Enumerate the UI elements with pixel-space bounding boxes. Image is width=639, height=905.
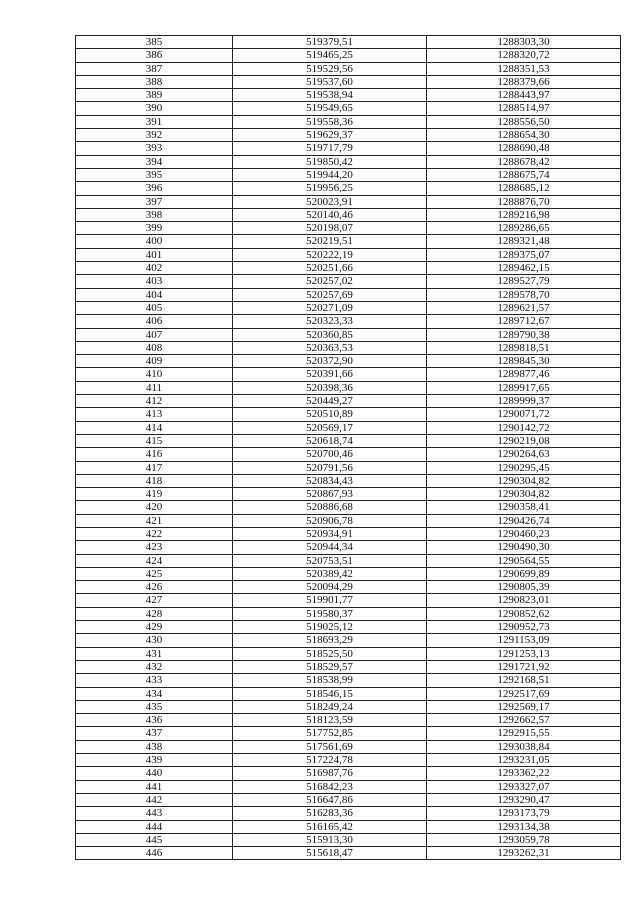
y-coordinate-cell: 1290490,30 [427,541,621,554]
table-row [76,660,621,673]
y-coordinate-cell: 1288685,12 [427,182,621,195]
y-coordinate-cell: 1292569,17 [427,700,621,713]
point-number-cell: 423 [76,541,233,554]
point-number-cell: 421 [76,514,233,527]
y-coordinate-cell: 1288351,53 [427,62,621,75]
y-coordinate-cell: 1290852,62 [427,607,621,620]
x-coordinate-cell: 519850,42 [233,155,427,168]
y-coordinate-cell: 1293327,07 [427,780,621,793]
point-number-cell: 409 [76,355,233,368]
y-coordinate-cell: 1289527,79 [427,275,621,288]
x-coordinate-cell: 519538,94 [233,89,427,102]
x-coordinate-cell: 519379,51 [233,36,427,49]
table-row [76,115,621,128]
table-row [76,793,621,806]
x-coordinate-cell: 517224,78 [233,754,427,767]
y-coordinate-cell: 1290952,73 [427,621,621,634]
point-number-cell: 386 [76,49,233,62]
table-row [76,488,621,501]
point-number-cell: 407 [76,328,233,341]
point-number-cell: 392 [76,129,233,142]
point-number-cell: 393 [76,142,233,155]
point-number-cell: 419 [76,488,233,501]
x-coordinate-cell: 520363,53 [233,341,427,354]
table-row [76,434,621,447]
point-number-cell: 414 [76,421,233,434]
y-coordinate-cell: 1291153,09 [427,634,621,647]
y-coordinate-cell: 1289286,65 [427,222,621,235]
x-coordinate-cell: 518249,24 [233,700,427,713]
table-row [76,102,621,115]
y-coordinate-cell: 1293134,38 [427,820,621,833]
x-coordinate-cell: 520198,07 [233,222,427,235]
point-number-cell: 387 [76,62,233,75]
point-number-cell: 442 [76,793,233,806]
table-row [76,288,621,301]
x-coordinate-cell: 517752,85 [233,727,427,740]
x-coordinate-cell: 520753,51 [233,554,427,567]
table-row [76,674,621,687]
table-row [76,594,621,607]
x-coordinate-cell: 520219,51 [233,235,427,248]
y-coordinate-cell: 1293059,78 [427,833,621,846]
y-coordinate-cell: 1289462,15 [427,262,621,275]
point-number-cell: 422 [76,527,233,540]
point-number-cell: 399 [76,222,233,235]
y-coordinate-cell: 1292517,69 [427,687,621,700]
table-row [76,700,621,713]
point-number-cell: 402 [76,262,233,275]
table-row [76,847,621,860]
y-coordinate-cell: 1290805,39 [427,581,621,594]
x-coordinate-cell: 520389,42 [233,567,427,580]
x-coordinate-cell: 520257,02 [233,275,427,288]
point-number-cell: 408 [76,341,233,354]
point-number-cell: 430 [76,634,233,647]
y-coordinate-cell: 1289845,30 [427,355,621,368]
table-row [76,36,621,49]
point-number-cell: 444 [76,820,233,833]
point-number-cell: 411 [76,381,233,394]
point-number-cell: 438 [76,740,233,753]
y-coordinate-cell: 1293290,47 [427,793,621,806]
point-number-cell: 405 [76,301,233,314]
x-coordinate-cell: 520094,29 [233,581,427,594]
x-coordinate-cell: 515618,47 [233,847,427,860]
point-number-cell: 424 [76,554,233,567]
point-number-cell: 433 [76,674,233,687]
point-number-cell: 446 [76,847,233,860]
table-row [76,275,621,288]
point-number-cell: 391 [76,115,233,128]
x-coordinate-cell: 520140,46 [233,208,427,221]
y-coordinate-cell: 1293038,84 [427,740,621,753]
x-coordinate-cell: 519717,79 [233,142,427,155]
y-coordinate-cell: 1288303,30 [427,36,621,49]
y-coordinate-cell: 1290358,41 [427,501,621,514]
point-number-cell: 432 [76,660,233,673]
x-coordinate-cell: 518525,50 [233,647,427,660]
x-coordinate-cell: 520023,91 [233,195,427,208]
y-coordinate-cell: 1291253,13 [427,647,621,660]
x-coordinate-cell: 516987,76 [233,767,427,780]
table-row [76,474,621,487]
y-coordinate-cell: 1288678,42 [427,155,621,168]
point-number-cell: 425 [76,567,233,580]
point-number-cell: 443 [76,807,233,820]
table-row [76,355,621,368]
table-row [76,714,621,727]
x-coordinate-cell: 519629,37 [233,129,427,142]
point-number-cell: 410 [76,368,233,381]
point-number-cell: 441 [76,780,233,793]
x-coordinate-cell: 520510,89 [233,408,427,421]
table-row [76,75,621,88]
table-row [76,62,621,75]
y-coordinate-cell: 1293262,31 [427,847,621,860]
coordinates-table-body [76,36,621,860]
x-coordinate-cell: 520251,66 [233,262,427,275]
y-coordinate-cell: 1289578,70 [427,288,621,301]
y-coordinate-cell: 1289216,98 [427,208,621,221]
x-coordinate-cell: 518693,29 [233,634,427,647]
table-row [76,740,621,753]
table-row [76,142,621,155]
x-coordinate-cell: 520398,36 [233,381,427,394]
x-coordinate-cell: 520700,46 [233,448,427,461]
x-coordinate-cell: 520944,34 [233,541,427,554]
point-number-cell: 435 [76,700,233,713]
y-coordinate-cell: 1288320,72 [427,49,621,62]
y-coordinate-cell: 1290460,23 [427,527,621,540]
point-number-cell: 397 [76,195,233,208]
y-coordinate-cell: 1289712,67 [427,315,621,328]
point-number-cell: 390 [76,102,233,115]
y-coordinate-cell: 1290264,63 [427,448,621,461]
table-row [76,833,621,846]
table-row [76,647,621,660]
table-row [76,448,621,461]
table-row [76,222,621,235]
x-coordinate-cell: 520257,69 [233,288,427,301]
point-number-cell: 431 [76,647,233,660]
x-coordinate-cell: 520323,33 [233,315,427,328]
table-row [76,408,621,421]
y-coordinate-cell: 1290295,45 [427,461,621,474]
point-number-cell: 403 [76,275,233,288]
x-coordinate-cell: 520569,17 [233,421,427,434]
point-number-cell: 416 [76,448,233,461]
y-coordinate-cell: 1288443,97 [427,89,621,102]
table-row [76,315,621,328]
point-number-cell: 420 [76,501,233,514]
y-coordinate-cell: 1289321,48 [427,235,621,248]
y-coordinate-cell: 1290304,82 [427,488,621,501]
table-row [76,767,621,780]
table-row [76,195,621,208]
table-row [76,248,621,261]
x-coordinate-cell: 519580,37 [233,607,427,620]
table-row [76,541,621,554]
y-coordinate-cell: 1288876,70 [427,195,621,208]
x-coordinate-cell: 516842,23 [233,780,427,793]
y-coordinate-cell: 1289621,57 [427,301,621,314]
x-coordinate-cell: 520271,09 [233,301,427,314]
table-row [76,262,621,275]
point-number-cell: 396 [76,182,233,195]
point-number-cell: 398 [76,208,233,221]
point-number-cell: 401 [76,248,233,261]
y-coordinate-cell: 1293173,79 [427,807,621,820]
x-coordinate-cell: 520791,56 [233,461,427,474]
point-number-cell: 389 [76,89,233,102]
table-row [76,381,621,394]
y-coordinate-cell: 1289917,65 [427,381,621,394]
table-row [76,421,621,434]
y-coordinate-cell: 1291721,92 [427,660,621,673]
x-coordinate-cell: 519549,65 [233,102,427,115]
y-coordinate-cell: 1290071,72 [427,408,621,421]
y-coordinate-cell: 1288654,30 [427,129,621,142]
x-coordinate-cell: 520867,93 [233,488,427,501]
y-coordinate-cell: 1288556,50 [427,115,621,128]
x-coordinate-cell: 515913,30 [233,833,427,846]
x-coordinate-cell: 520906,78 [233,514,427,527]
coordinates-table [75,35,621,860]
table-row [76,501,621,514]
table-row [76,129,621,142]
table-row [76,727,621,740]
point-number-cell: 434 [76,687,233,700]
y-coordinate-cell: 1290304,82 [427,474,621,487]
table-row [76,754,621,767]
x-coordinate-cell: 516283,36 [233,807,427,820]
point-number-cell: 445 [76,833,233,846]
x-coordinate-cell: 519944,20 [233,168,427,181]
y-coordinate-cell: 1292662,57 [427,714,621,727]
x-coordinate-cell: 520449,27 [233,395,427,408]
table-row [76,168,621,181]
table-row [76,527,621,540]
table-row [76,89,621,102]
x-coordinate-cell: 519465,25 [233,49,427,62]
point-number-cell: 418 [76,474,233,487]
table-row [76,554,621,567]
x-coordinate-cell: 519558,36 [233,115,427,128]
x-coordinate-cell: 518123,59 [233,714,427,727]
table-row [76,461,621,474]
x-coordinate-cell: 519529,56 [233,62,427,75]
y-coordinate-cell: 1289999,37 [427,395,621,408]
y-coordinate-cell: 1288675,74 [427,168,621,181]
table-row [76,395,621,408]
table-row [76,567,621,580]
point-number-cell: 415 [76,434,233,447]
x-coordinate-cell: 519901,77 [233,594,427,607]
table-row [76,301,621,314]
x-coordinate-cell: 519956,25 [233,182,427,195]
x-coordinate-cell: 517561,69 [233,740,427,753]
point-number-cell: 429 [76,621,233,634]
point-number-cell: 437 [76,727,233,740]
point-number-cell: 413 [76,408,233,421]
y-coordinate-cell: 1290699,89 [427,567,621,580]
table-row [76,621,621,634]
y-coordinate-cell: 1289375,07 [427,248,621,261]
x-coordinate-cell: 519537,60 [233,75,427,88]
table-row [76,780,621,793]
point-number-cell: 428 [76,607,233,620]
y-coordinate-cell: 1293362,22 [427,767,621,780]
table-row [76,807,621,820]
table-row [76,581,621,594]
x-coordinate-cell: 518538,99 [233,674,427,687]
point-number-cell: 385 [76,36,233,49]
point-number-cell: 440 [76,767,233,780]
table-row [76,341,621,354]
table-row [76,368,621,381]
point-number-cell: 406 [76,315,233,328]
y-coordinate-cell: 1289818,51 [427,341,621,354]
table-row [76,155,621,168]
point-number-cell: 394 [76,155,233,168]
table-row [76,328,621,341]
x-coordinate-cell: 520886,68 [233,501,427,514]
point-number-cell: 400 [76,235,233,248]
table-row [76,182,621,195]
table-row [76,634,621,647]
table-row [76,514,621,527]
x-coordinate-cell: 518529,57 [233,660,427,673]
point-number-cell: 404 [76,288,233,301]
point-number-cell: 439 [76,754,233,767]
point-number-cell: 388 [76,75,233,88]
point-number-cell: 412 [76,395,233,408]
table-row [76,820,621,833]
table-row [76,607,621,620]
point-number-cell: 427 [76,594,233,607]
y-coordinate-cell: 1290426,74 [427,514,621,527]
y-coordinate-cell: 1289877,46 [427,368,621,381]
x-coordinate-cell: 520391,66 [233,368,427,381]
x-coordinate-cell: 516647,86 [233,793,427,806]
point-number-cell: 436 [76,714,233,727]
x-coordinate-cell: 520360,85 [233,328,427,341]
y-coordinate-cell: 1292915,55 [427,727,621,740]
x-coordinate-cell: 520222,19 [233,248,427,261]
y-coordinate-cell: 1292168,51 [427,674,621,687]
table-row [76,208,621,221]
y-coordinate-cell: 1290219,08 [427,434,621,447]
y-coordinate-cell: 1290823,01 [427,594,621,607]
point-number-cell: 417 [76,461,233,474]
x-coordinate-cell: 520618,74 [233,434,427,447]
table-row [76,687,621,700]
y-coordinate-cell: 1288379,66 [427,75,621,88]
x-coordinate-cell: 516165,42 [233,820,427,833]
table-row [76,49,621,62]
point-number-cell: 426 [76,581,233,594]
y-coordinate-cell: 1290142,72 [427,421,621,434]
y-coordinate-cell: 1288690,48 [427,142,621,155]
x-coordinate-cell: 520372,90 [233,355,427,368]
y-coordinate-cell: 1288514,97 [427,102,621,115]
x-coordinate-cell: 520934,91 [233,527,427,540]
y-coordinate-cell: 1289790,38 [427,328,621,341]
x-coordinate-cell: 518546,15 [233,687,427,700]
table-row [76,235,621,248]
y-coordinate-cell: 1290564,55 [427,554,621,567]
x-coordinate-cell: 520834,43 [233,474,427,487]
point-number-cell: 395 [76,168,233,181]
x-coordinate-cell: 519025,12 [233,621,427,634]
y-coordinate-cell: 1293231,05 [427,754,621,767]
